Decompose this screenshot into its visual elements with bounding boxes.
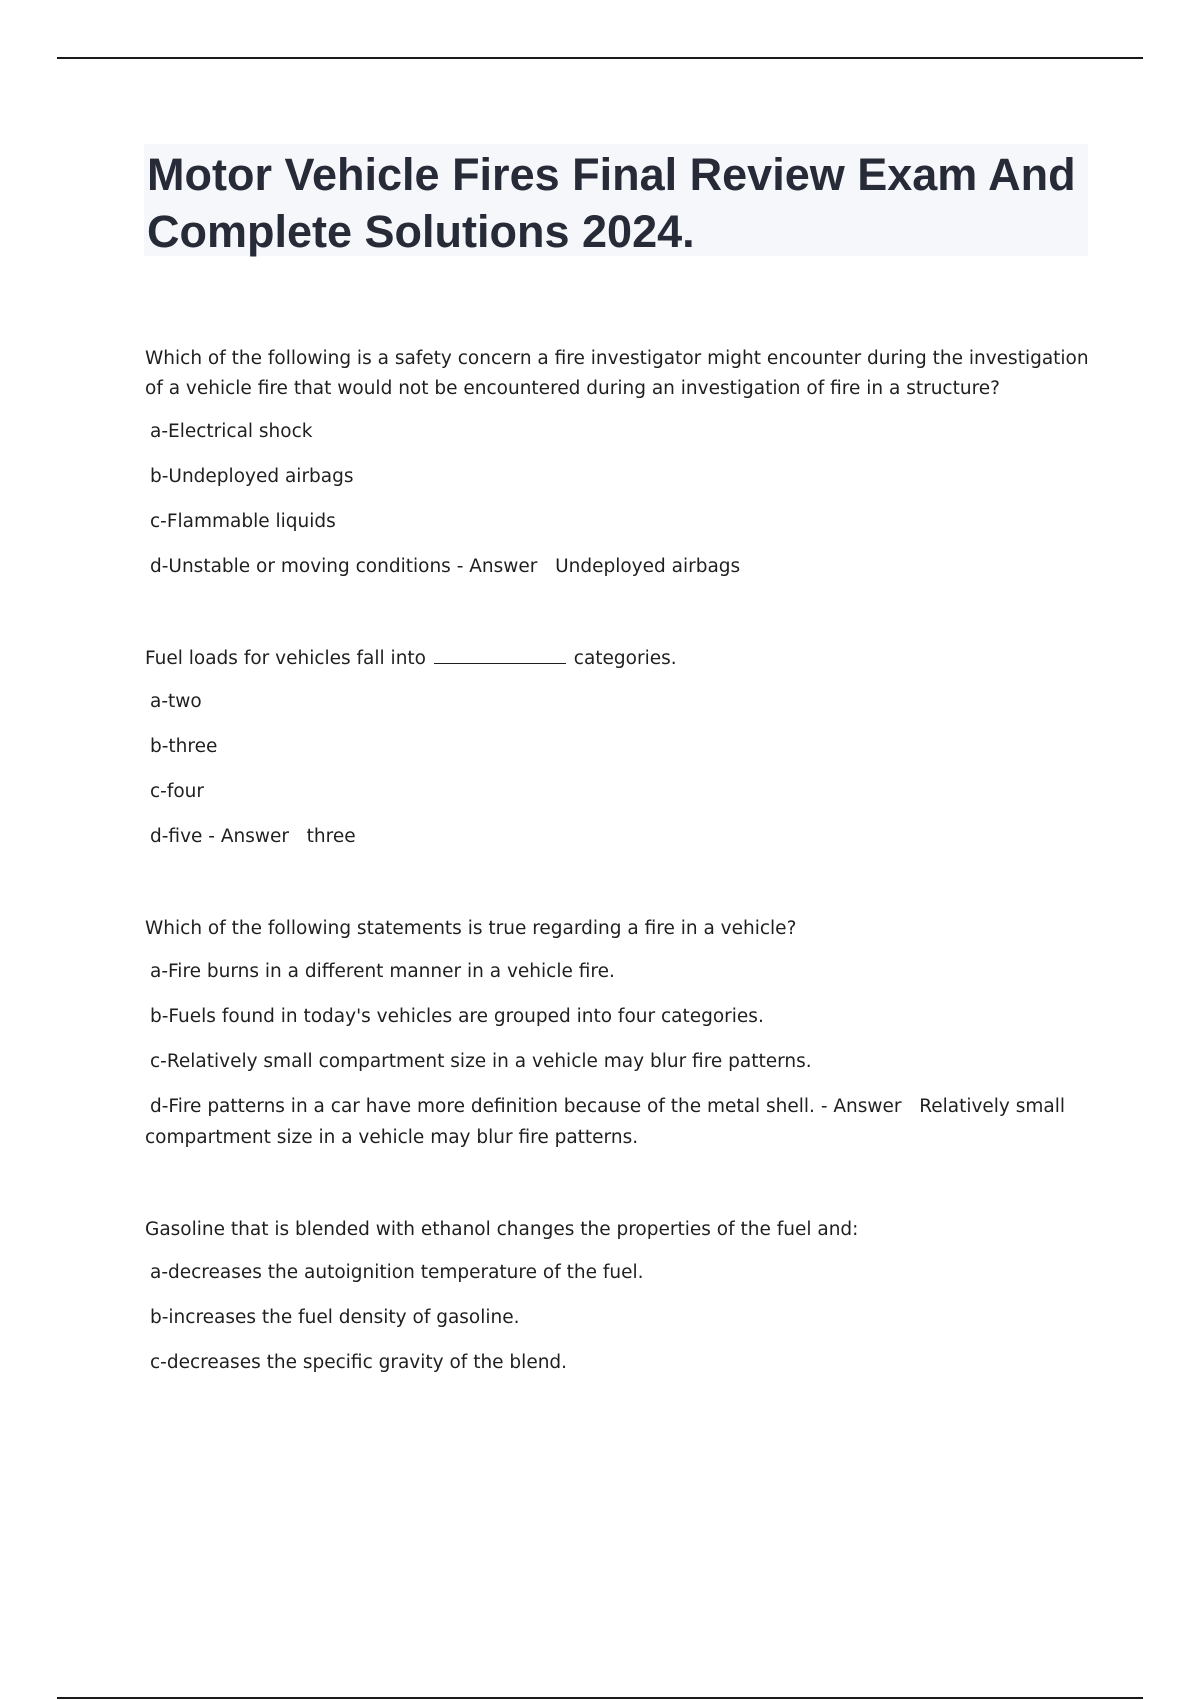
answer-label: - Answer xyxy=(208,826,289,847)
answer-option: b-increases the fuel density of gasoline. xyxy=(150,1307,520,1328)
answer-option-with-answer xyxy=(145,1091,1090,1153)
answer-option: a-decreases the autoignition temperature of the fuel. xyxy=(150,1262,644,1283)
correct-answer: Undeployed airbags xyxy=(555,556,741,577)
question-prompt xyxy=(145,644,1090,674)
answer-option-with-answer xyxy=(150,821,1090,852)
answer-option-with-answer xyxy=(150,551,1090,582)
answer-option-text: d-Unstable or moving conditions xyxy=(150,556,451,577)
question-4 xyxy=(145,1215,1090,1378)
question-prompt-start: Fuel loads for vehicles fall into xyxy=(145,648,426,669)
question-1 xyxy=(145,344,1090,582)
question-prompt-end: categories. xyxy=(573,648,677,669)
correct-answer: Relatively small compartment size in a vehicle may blur fire patterns. xyxy=(145,1096,1066,1148)
answer-option: b-Undeployed airbags xyxy=(150,466,354,487)
question-prompt: Which of the following is a safety concern a fire investigator might encounter during the investigation of a vehicle fire that would not be encountered during an investigation of fire in a structure? xyxy=(145,348,1089,399)
answer-option: c-decreases the specific gravity of the blend. xyxy=(150,1352,568,1373)
answer-option-text: d-Fire patterns in a car have more definition because of the metal shell. xyxy=(150,1096,815,1117)
question-prompt: Which of the following statements is true regarding a fire in a vehicle? xyxy=(145,918,797,939)
answer-option: c-Flammable liquids xyxy=(150,511,336,532)
document-body xyxy=(145,344,1090,1440)
question-2 xyxy=(145,644,1090,852)
answer-label: - Answer xyxy=(820,1096,902,1117)
correct-answer: three xyxy=(306,826,356,847)
question-3 xyxy=(145,914,1090,1153)
answer-option: c-Relatively small compartment size in a vehicle may blur fire patterns. xyxy=(150,1051,812,1072)
answer-option: a-Electrical shock xyxy=(150,421,313,442)
answer-option: b-three xyxy=(150,736,218,757)
answer-label: - Answer xyxy=(456,556,538,577)
answer-option: a-two xyxy=(150,691,202,712)
fill-in-blank xyxy=(434,645,566,664)
answer-option: c-four xyxy=(150,781,205,802)
answer-option: b-Fuels found in today's vehicles are grouped into four categories. xyxy=(150,1006,764,1027)
document-title: Motor Vehicle Fires Final Review Exam And Complete Solutions 2024. xyxy=(147,149,1076,257)
bottom-divider xyxy=(57,1697,1143,1699)
question-prompt: Gasoline that is blended with ethanol changes the properties of the fuel and: xyxy=(145,1219,859,1240)
top-divider xyxy=(57,57,1143,59)
answer-option-text: d-five xyxy=(150,826,203,847)
answer-option: a-Fire burns in a different manner in a vehicle fire. xyxy=(150,961,615,982)
